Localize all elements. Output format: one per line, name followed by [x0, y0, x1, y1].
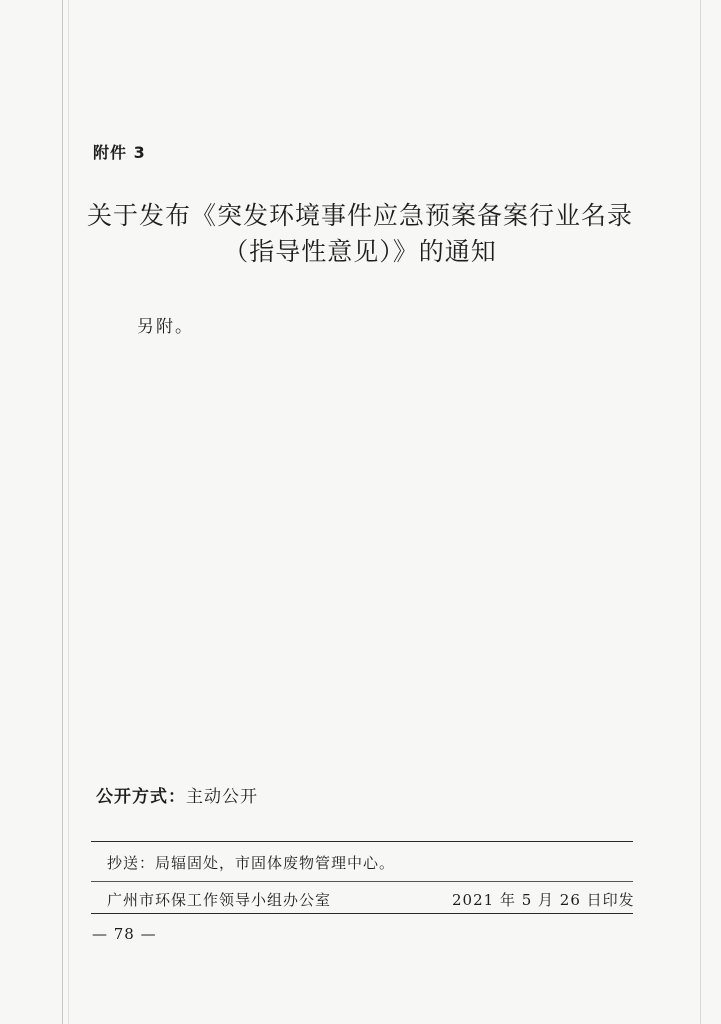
- document-title-line-2: （指导性意见）》的通知: [223, 237, 497, 266]
- document-title-line-1: 关于发布《突发环境事件应急预案备案行业名录: [86, 201, 633, 230]
- scan-edge-right: [700, 0, 701, 1024]
- disclosure-value: 主动公开: [186, 787, 258, 807]
- cc-line: 抄送：局辐固处，市固体废物管理中心。: [107, 854, 396, 872]
- body-note: 另附。: [137, 317, 194, 337]
- footer-rule-bottom: [91, 913, 633, 914]
- scan-edge-left: [62, 0, 63, 1024]
- page-number: — 78 —: [92, 925, 157, 943]
- footer-rule-top: [91, 841, 633, 842]
- attachment-label: 附件 3: [93, 143, 146, 162]
- scan-edge-left-inner: [68, 0, 69, 1024]
- disclosure-line: [96, 782, 258, 807]
- document-title: [80, 198, 640, 270]
- footer-rule-middle: [91, 881, 633, 882]
- disclosure-label: 公开方式：: [96, 787, 186, 807]
- issuing-office: 广州市环保工作领导小组办公室: [107, 891, 332, 909]
- issue-date: 2021 年 5 月 26 日印发: [452, 891, 635, 909]
